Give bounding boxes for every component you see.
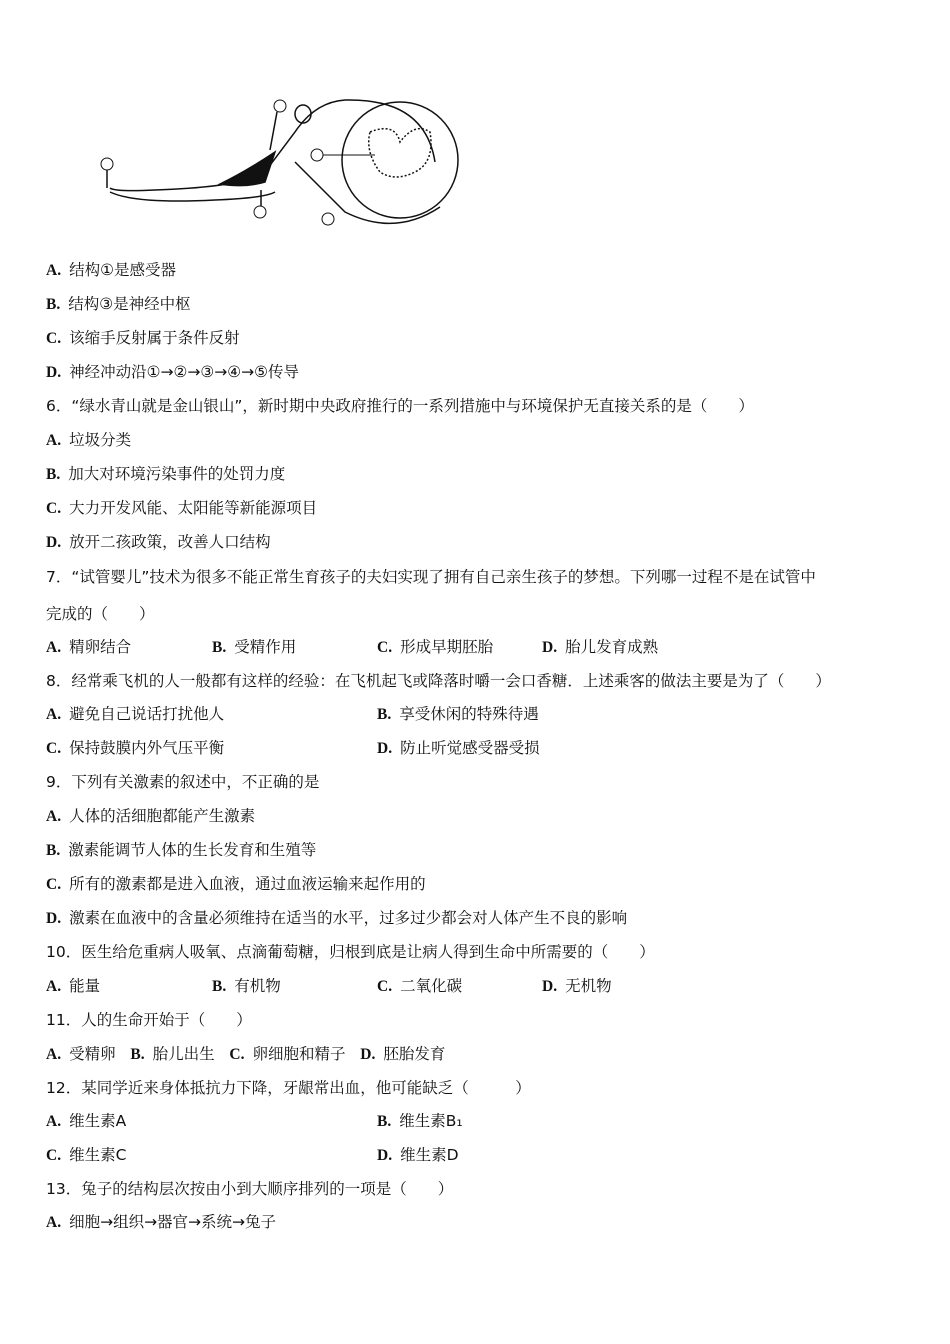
q11-options: [46, 1044, 445, 1065]
reflex-arc-diagram: [95, 92, 465, 232]
option-text: 胎儿发育成熟: [565, 638, 659, 656]
option-letter: B.: [212, 978, 227, 995]
q5-option-b[interactable]: [46, 294, 191, 315]
option-text: 保持鼓膜内外气压平衡: [69, 739, 225, 757]
option-text: 维生素D: [400, 1146, 459, 1164]
option-text: 放开二孩政策，改善人口结构: [69, 533, 271, 551]
q7-option-c[interactable]: [377, 637, 493, 658]
option-text: 享受休闲的特殊待遇: [399, 705, 539, 723]
q12-option-b[interactable]: [377, 1111, 463, 1132]
q5-option-a[interactable]: [46, 260, 176, 281]
q5-option-c[interactable]: [46, 328, 240, 349]
option-text: 人体的活细胞都能产生激素: [69, 807, 256, 825]
q8-option-a[interactable]: [46, 704, 224, 725]
option-text: 大力开发风能、太阳能等新能源项目: [69, 499, 318, 517]
option-letter: B.: [130, 1046, 145, 1063]
q9-option-a[interactable]: [46, 806, 255, 827]
q12-option-d[interactable]: [377, 1145, 459, 1166]
q9-option-c[interactable]: [46, 874, 426, 895]
option-letter: C.: [229, 1046, 245, 1063]
option-letter: D.: [542, 978, 558, 995]
option-letter: B.: [46, 842, 61, 859]
q13-option-a[interactable]: [46, 1212, 276, 1233]
option-text: 加大对环境污染事件的处罚力度: [68, 465, 286, 483]
option-letter: B.: [46, 466, 61, 483]
option-letter: A.: [46, 262, 62, 279]
q8-stem: 8．经常乘飞机的人一般都有这样的经验：在飞机起飞或降落时嚼一会口香糖．上述乘客的做法主要是为了（ ）: [46, 672, 831, 690]
option-text: 受精卵: [69, 1045, 116, 1063]
option-text: 垃圾分类: [69, 431, 132, 449]
q10-option-b[interactable]: [212, 976, 281, 997]
q12-stem: 12．某同学近来身体抵抗力下降，牙龈常出血，他可能缺乏（ ）: [46, 1079, 531, 1097]
option-letter: A.: [46, 706, 62, 723]
q9-option-b[interactable]: [46, 840, 316, 861]
q11-option-c[interactable]: [229, 1045, 345, 1063]
option-text: 激素能调节人体的生长发育和生殖等: [68, 841, 317, 859]
option-letter: A.: [46, 808, 62, 825]
option-text: 细胞→组织→器官→系统→兔子: [69, 1213, 277, 1231]
q6-option-c[interactable]: [46, 498, 317, 519]
option-letter: B.: [377, 706, 392, 723]
option-text: 结构③是神经中枢: [68, 295, 191, 313]
option-text: 避免自己说话打扰他人: [69, 705, 225, 723]
q9-stem: 9．下列有关激素的叙述中，不正确的是: [46, 773, 320, 791]
option-letter: D.: [377, 740, 393, 757]
option-text: 神经冲动沿①→②→③→④→⑤传导: [69, 363, 300, 381]
option-letter: D.: [360, 1046, 376, 1063]
option-text: 无机物: [565, 977, 612, 995]
option-text: 受精作用: [234, 638, 297, 656]
option-letter: A.: [46, 1046, 62, 1063]
q12-option-c[interactable]: [46, 1145, 126, 1166]
q10-stem: 10．医生给危重病人吸氧、点滴葡萄糖，归根到底是让病人得到生命中所需要的（ ）: [46, 943, 655, 961]
q11-stem: 11．人的生命开始于（ ）: [46, 1011, 252, 1029]
option-text: 卵细胞和精子: [252, 1045, 346, 1063]
option-text: 所有的激素都是进入血液，通过血液运输来起作用的: [69, 875, 426, 893]
q13-stem: 13．兔子的结构层次按由小到大顺序排列的一项是（ ）: [46, 1180, 454, 1198]
option-letter: C.: [46, 1147, 62, 1164]
q6-option-b[interactable]: [46, 464, 285, 485]
option-letter: D.: [46, 534, 62, 551]
q6-option-d[interactable]: [46, 532, 271, 553]
option-letter: D.: [542, 639, 558, 656]
option-text: 该缩手反射属于条件反射: [69, 329, 240, 347]
option-letter: B.: [377, 1113, 392, 1130]
option-letter: D.: [46, 910, 62, 927]
option-letter: B.: [212, 639, 227, 656]
q10-option-a[interactable]: [46, 976, 100, 997]
option-letter: A.: [46, 1113, 62, 1130]
q8-option-d[interactable]: [377, 738, 540, 759]
option-letter: A.: [46, 639, 62, 656]
option-text: 有机物: [234, 977, 281, 995]
q8-option-b[interactable]: [377, 704, 539, 725]
q7-option-d[interactable]: [542, 637, 658, 658]
option-text: 维生素A: [69, 1112, 127, 1130]
option-text: 激素在血液中的含量必须维持在适当的水平，过多过少都会对人体产生不良的影响: [69, 909, 628, 927]
option-letter: D.: [377, 1147, 393, 1164]
option-text: 结构①是感受器: [69, 261, 176, 279]
option-letter: A.: [46, 1214, 62, 1231]
q7-option-b[interactable]: [212, 637, 296, 658]
q10-option-d[interactable]: [542, 976, 612, 997]
option-letter: B.: [46, 296, 61, 313]
option-text: 维生素B₁: [399, 1112, 463, 1130]
q5-option-d[interactable]: [46, 362, 299, 383]
option-letter: C.: [46, 876, 62, 893]
option-letter: D.: [46, 364, 62, 381]
q7-stem-cont: 完成的（ ）: [46, 605, 155, 623]
option-text: 维生素C: [69, 1146, 127, 1164]
option-text: 防止听觉感受器受损: [400, 739, 540, 757]
option-letter: C.: [46, 330, 62, 347]
q8-option-c[interactable]: [46, 738, 224, 759]
q11-option-d[interactable]: [360, 1045, 445, 1063]
q9-option-d[interactable]: [46, 908, 627, 929]
option-letter: A.: [46, 432, 62, 449]
q11-option-a[interactable]: [46, 1045, 116, 1063]
option-text: 形成早期胚胎: [400, 638, 494, 656]
option-text: 能量: [69, 977, 101, 995]
option-letter: C.: [46, 500, 62, 517]
option-text: 胎儿出生: [152, 1045, 215, 1063]
q11-option-b[interactable]: [130, 1045, 214, 1063]
option-text: 二氧化碳: [400, 977, 463, 995]
q6-stem: 6．“绿水青山就是金山银山”，新时期中央政府推行的一系列措施中与环境保护无直接关系的是（ ）: [46, 397, 754, 415]
option-letter: C.: [377, 639, 393, 656]
q6-option-a[interactable]: [46, 430, 131, 451]
q10-option-c[interactable]: [377, 976, 462, 997]
q7-stem: 7．“试管婴儿”技术为很多不能正常生育孩子的夫妇实现了拥有自己亲生孩子的梦想。下列哪一过程不是在试管中: [46, 568, 816, 586]
option-text: 精卵结合: [69, 638, 132, 656]
option-text: 胚胎发育: [383, 1045, 446, 1063]
q12-option-a[interactable]: [46, 1111, 126, 1132]
option-letter: A.: [46, 978, 62, 995]
q7-option-a[interactable]: [46, 637, 131, 658]
option-letter: C.: [46, 740, 62, 757]
option-letter: C.: [377, 978, 393, 995]
